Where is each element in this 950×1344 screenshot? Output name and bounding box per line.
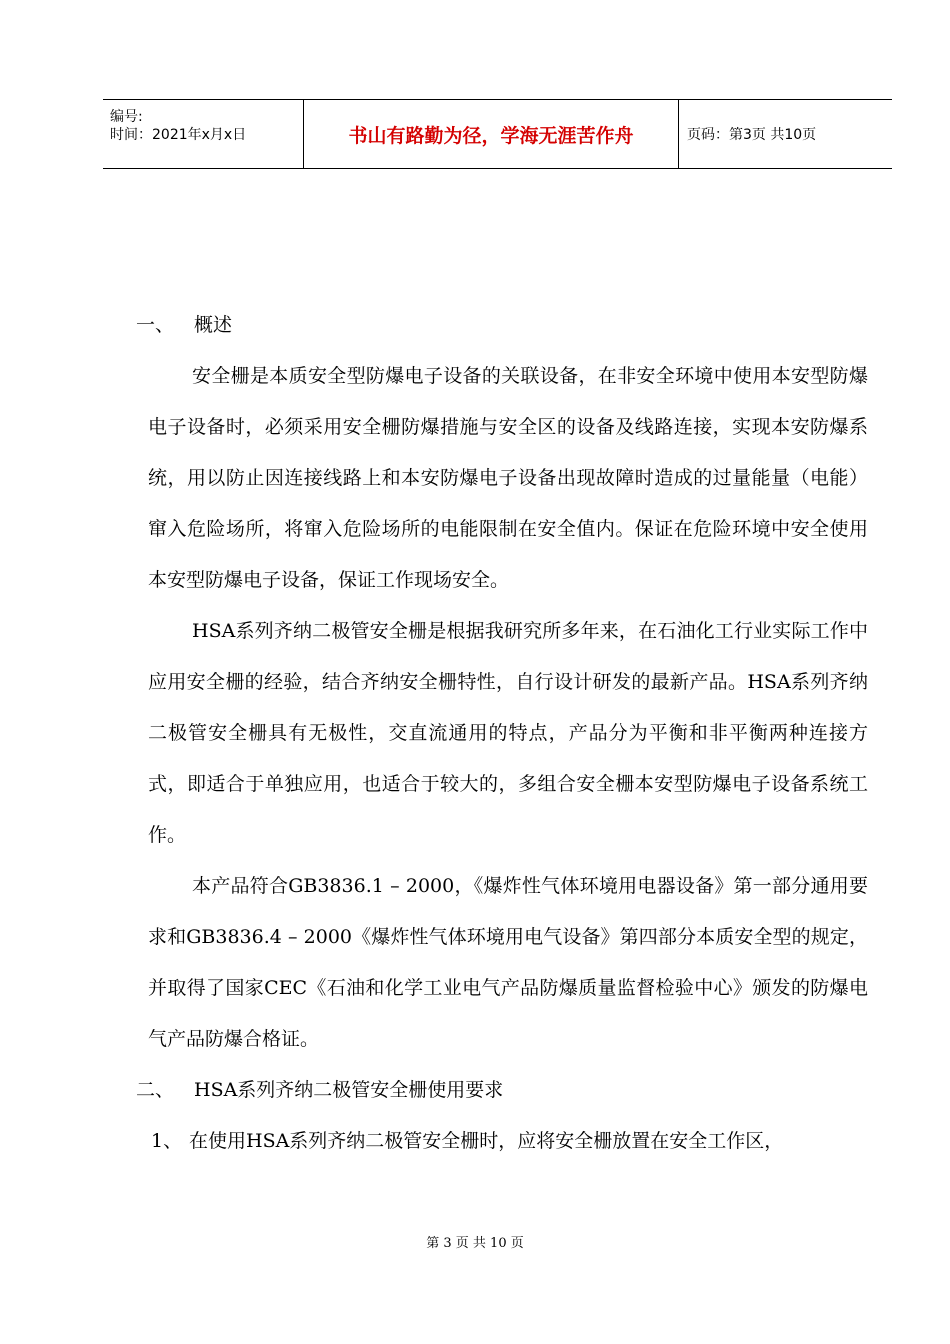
header-meta bbox=[103, 100, 303, 168]
paragraph: 本产品符合GB3836.1 – 2000，《爆炸性气体环境用电器设备》第一部分通用要求和GB3836.4 – 2000《爆炸性气体环境用电气设备》第四部分本质安全型的规定，并取得了国家CEC《石油和化学工业电气产品防爆质量监督检验中心》颁发的防爆电气产品防爆合格证。 bbox=[148, 875, 868, 1050]
section-title: 概述 bbox=[194, 314, 233, 336]
header-slogan: 书山有路勤为径，学海无涯苦作舟 bbox=[303, 100, 679, 168]
paragraph: 安全栅是本质安全型防爆电子设备的关联设备，在非安全环境中使用本安型防爆电子设备时，必须采用安全栅防爆措施与安全区的设备及线路连接，实现本安防爆系统，用以防止因连接线路上和本安防爆电子设备出现故障时造成的过量能量（电能）窜入危险场所，将窜入危险场所的电能限制在安全值内。保证在危险环境中安全使用本安型防爆电子设备，保证工作现场安全。 bbox=[148, 365, 868, 591]
section-number: 二、 bbox=[136, 1079, 175, 1101]
section-heading-overview bbox=[136, 300, 868, 351]
document-header bbox=[103, 99, 892, 169]
list-item bbox=[151, 1116, 868, 1167]
section-title: HSA系列齐纳二极管安全栅使用要求 bbox=[194, 1079, 504, 1101]
document-date: 时间：2021年x月x日 bbox=[110, 127, 247, 143]
document-number-label: 编号: bbox=[110, 109, 143, 125]
list-item-number: 1、 bbox=[151, 1130, 183, 1152]
header-page-number: 页码：第3页 共10页 bbox=[687, 127, 817, 143]
paragraph: HSA系列齐纳二极管安全栅是根据我研究所多年来，在石油化工行业实际工作中应用安全栅的经验，结合齐纳安全栅特性，自行设计研发的最新产品。HSA系列齐纳二极管安全栅具有无极性，交直流通用的特点，产品分为平衡和非平衡两种连接方式，即适合于单独应用，也适合于较大的，多组合安全栅本安型防爆电子设备系统工作。 bbox=[148, 620, 868, 846]
document-body bbox=[136, 300, 868, 1167]
page-footer: 第 3 页 共 10 页 bbox=[426, 1236, 524, 1251]
section-number: 一、 bbox=[136, 314, 175, 336]
section-heading-requirements bbox=[136, 1065, 868, 1116]
list-item-text: 在使用HSA系列齐纳二极管安全栅时，应将安全栅放置在安全工作区， bbox=[189, 1130, 784, 1152]
